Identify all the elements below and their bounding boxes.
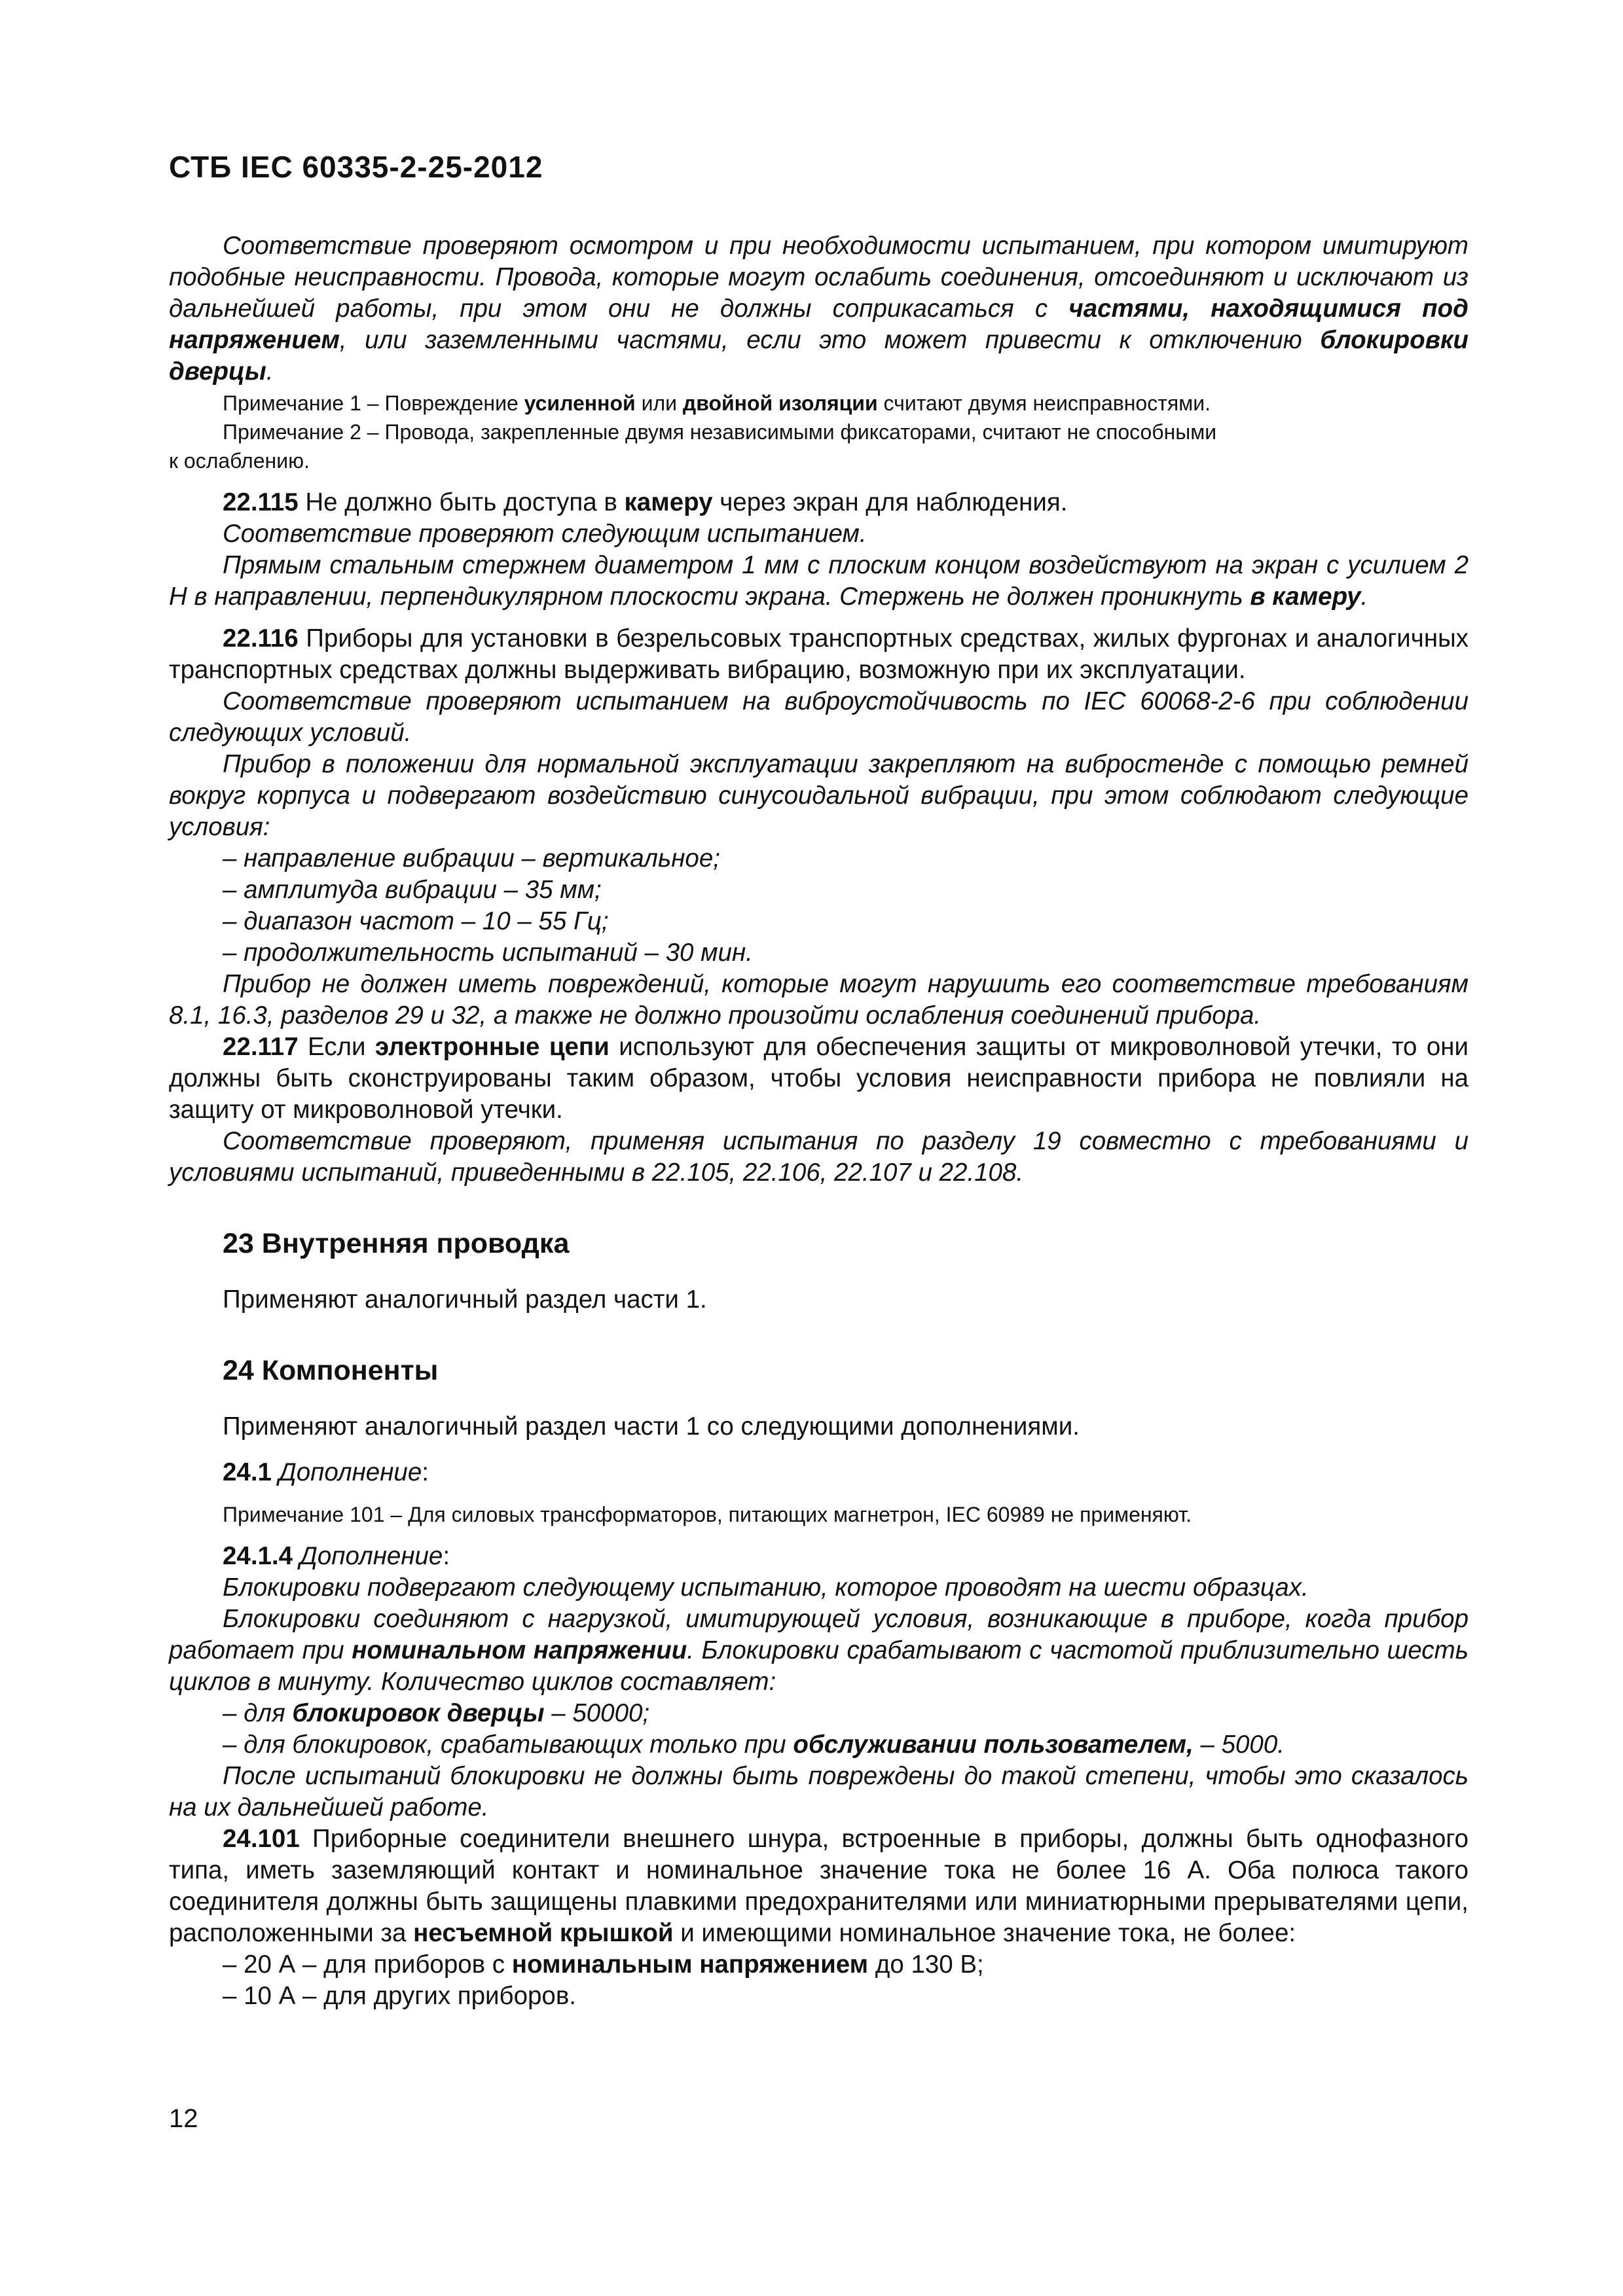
- clause-22-115-check: Соответствие проверяют следующим испытанием.: [223, 520, 867, 548]
- list-item: – продолжительность испытаний – 30 мин.: [223, 939, 753, 967]
- clause-number: 22.116: [223, 624, 299, 653]
- paragraph-compliance-check: Соответствие проверяют осмотром и при необходимости испытанием, при котором имитируют подобные неисправности. Провода, которые могут ослабить соединения, отсоединяют и исключают из дальнейшей работы, при этом они не должны соприкасаться с частями, находящимися под напряжением, или заземленными частями, если это может привести к отключению блокировки дверцы.: [169, 232, 1468, 386]
- list-item: – для блокировок дверцы – 50000;: [223, 1699, 650, 1727]
- term-live-parts: частями, находящимися под напряжением: [169, 295, 1468, 354]
- page-content: [169, 230, 1468, 2012]
- section-24-text: Применяют аналогичный раздел части 1 со следующими дополнениями.: [223, 1412, 1080, 1441]
- section-23-text: Применяют аналогичный раздел части 1.: [223, 1285, 707, 1314]
- clause-number: 22.115: [223, 488, 299, 516]
- section-24-title: 24 Компоненты: [223, 1355, 439, 1386]
- clause-24-1-4-p3: После испытаний блокировки не должны быть повреждены до такой степени, чтобы это сказалось на их дальнейшей работе.: [169, 1762, 1468, 1821]
- clause-22-115: 22.115 Не должно быть доступа в камеру через экран для наблюдения.: [223, 488, 1068, 516]
- note-1: Примечание 1 – Повреждение усиленной или двойной изоляции считают двумя неисправностями.: [223, 391, 1211, 415]
- list-item: – 20 А – для приборов с номинальным напряжением до 130 В;: [223, 1950, 984, 1979]
- document-header: СТБ IEC 60335-2-25-2012: [169, 150, 543, 184]
- clause-number: 24.101: [223, 1825, 300, 1853]
- term-door-interlock: блокировки дверцы: [169, 326, 1468, 386]
- note-2: Примечание 2 – Провода, закрепленные двумя независимыми фиксаторами, считают не способными: [223, 420, 1217, 444]
- clause-24-101: 24.101 Приборные соединители внешнего шнура, встроенные в приборы, должны быть однофазного типа, иметь заземляющий контакт и номинальное значение тока не более 16 А. Оба полюса такого соединителя должны быть защищены плавкими предохранителями или миниатюрными прерывателями цепи, расположенными за несъемной крышкой и имеющими номинальное значение тока, не более:: [169, 1825, 1468, 1947]
- section-23-title: 23 Внутренняя проводка: [223, 1228, 570, 1259]
- list-item: – амплитуда вибрации – 35 мм;: [223, 876, 602, 904]
- clause-24-1-4: 24.1.4 Дополнение:: [223, 1542, 450, 1570]
- list-item: – 10 А – для других приборов.: [223, 1982, 576, 2010]
- clause-22-115-test: Прямым стальным стержнем диаметром 1 мм с плоским концом воздействуют на экран с усилием 2 Н в направлении, перпендикулярном плоскости экрана. Стержень не должен проникнуть в камеру.: [169, 551, 1468, 611]
- clause-22-116: 22.116 Приборы для установки в безрельсовых транспортных средствах, жилых фургонах и аналогичных транспортных средствах должны выдерживать вибрацию, возможную при их эксплуатации.: [169, 624, 1468, 684]
- clause-number: 22.117: [223, 1033, 299, 1061]
- note-2-continuation: к ослаблению.: [169, 449, 310, 473]
- clause-24-1-4-p1: Блокировки подвергают следующему испытанию, которое проводят на шести образцах.: [223, 1573, 1309, 1602]
- note-101: Примечание 101 – Для силовых трансформаторов, питающих магнетрон, IEC 60989 не применяют.: [223, 1503, 1192, 1526]
- list-item: – диапазон частот – 10 – 55 Гц;: [223, 907, 609, 935]
- clause-22-116-check: Соответствие проверяют испытанием на виброустойчивость по IEC 60068-2-6 при соблюдении следующих условий.: [169, 687, 1468, 747]
- list-item: – для блокировок, срабатывающих только при обслуживании пользователем, – 5000.: [223, 1731, 1285, 1759]
- clause-22-116-result: Прибор не должен иметь повреждений, которые могут нарушить его соответствие требованиям 8.1, 16.3, разделов 29 и 32, а также не должно произойти ослабления соединений прибора.: [169, 970, 1468, 1030]
- clause-22-117-check: Соответствие проверяют, применяя испытания по разделу 19 совместно с требованиями и условиями испытаний, приведенными в 22.105, 22.106, 22.107 и 22.108.: [169, 1127, 1468, 1187]
- list-item: – направление вибрации – вертикальное;: [223, 844, 720, 872]
- clause-24-1-4-p2: Блокировки соединяют с нагрузкой, имитирующей условия, возникающие в приборе, когда прибор работает при номинальном напряжении. Блокировки срабатывают с частотой приблизительно шесть циклов в минуту. Количество циклов составляет:: [169, 1605, 1468, 1696]
- clause-22-117: 22.117 Если электронные цепи используют для обеспечения защиты от микроволновой утечки, то они должны быть сконструированы таким образом, чтобы условия неисправности прибора не повлияли на защиту от микроволновой утечки.: [169, 1033, 1468, 1124]
- clause-22-116-setup: Прибор в положении для нормальной эксплуатации закрепляют на вибростенде с помощью ремней вокруг корпуса и подвергают воздействию синусоидальной вибрации, при этом соблюдают следующие условия:: [169, 750, 1468, 841]
- clause-24-1: 24.1 Дополнение:: [223, 1458, 429, 1486]
- page-number: 12: [169, 2104, 198, 2133]
